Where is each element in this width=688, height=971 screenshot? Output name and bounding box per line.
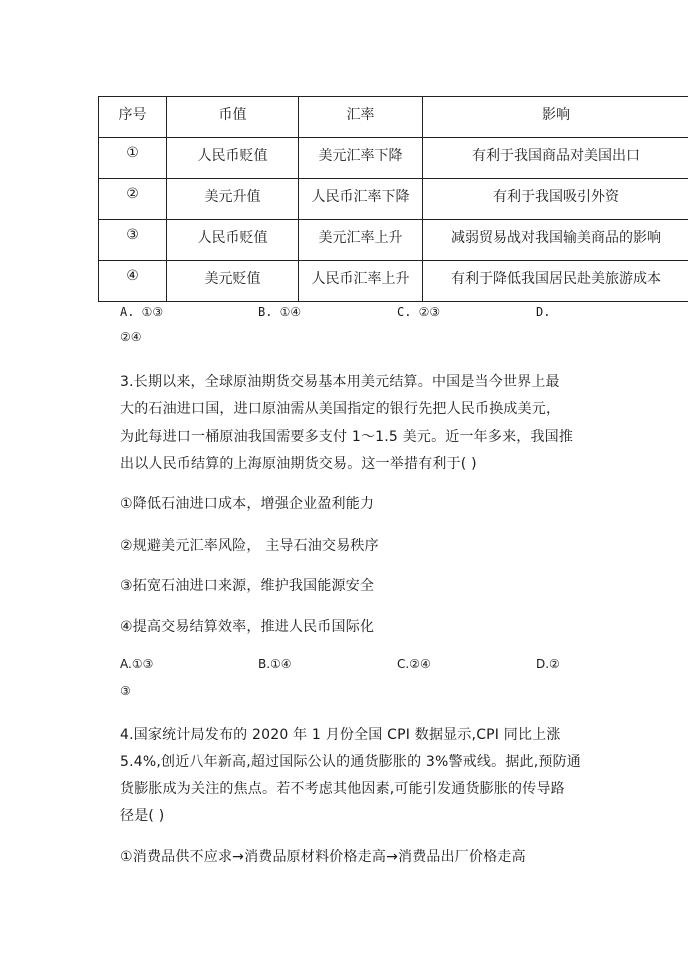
- header-cell-currency-value: 币值: [167, 97, 299, 138]
- q4-stem-line: 4.国家统计局发布的 2020 年 1 月份全国 CPI 数据显示,CPI 同比上涨: [120, 727, 561, 743]
- table-cell: ①: [99, 138, 167, 179]
- q2-option-a: A. ①③: [120, 305, 164, 319]
- q3-item: ③拓宽石油进口来源，维护我国能源安全: [120, 578, 375, 594]
- exchange-rate-table: [98, 96, 688, 302]
- table-cell: 有利于我国商品对美国出口: [423, 138, 688, 179]
- q3-stem-line: 大的石油进口国，进口原油需从美国指定的银行先把人民币换成美元，: [120, 401, 561, 417]
- q4-stem-line: 货膨胀成为关注的焦点。若不考虑其他因素,可能引发通货膨胀的传导路: [120, 781, 565, 797]
- q3-option-c: C.②④: [397, 657, 431, 671]
- q3-stem-line: 出以人民币结算的上海原油期货交易。这一举措有利于( ): [120, 456, 477, 472]
- table-cell: 美元汇率上升: [299, 220, 423, 261]
- table-row: [99, 261, 688, 302]
- table-cell: 美元汇率下降: [299, 138, 423, 179]
- q3-stem-line: 3.长期以来，全球原油期货交易基本用美元结算。中国是当今世界上最: [120, 374, 560, 390]
- q3-option-d-continued: ③: [120, 684, 131, 698]
- header-cell-impact: 影响: [423, 97, 688, 138]
- q3-option-d: D.②: [536, 657, 560, 671]
- table-cell: 美元贬值: [167, 261, 299, 302]
- q3-item: ②规避美元汇率风险， 主导石油交易秩序: [120, 538, 379, 554]
- table-cell: 人民币贬值: [167, 138, 299, 179]
- table-cell: 人民币汇率上升: [299, 261, 423, 302]
- q2-option-c: C. ②③: [397, 305, 441, 319]
- table-row: [99, 138, 688, 179]
- q2-option-b: B. ①④: [258, 305, 302, 319]
- q3-option-b: B.①④: [258, 657, 292, 671]
- q3-item: ①降低石油进口成本，增强企业盈利能力: [120, 496, 375, 512]
- table-cell: 人民币汇率下降: [299, 179, 423, 220]
- q4-stem-line: 径是( ): [120, 808, 165, 824]
- table-cell: 人民币贬值: [167, 220, 299, 261]
- table-cell: 有利于我国吸引外资: [423, 179, 688, 220]
- q4-item: ①消费品供不应求→消费品原材料价格走高→消费品出厂价格走高: [120, 849, 526, 865]
- q3-item: ④提高交易结算效率，推进人民币国际化: [120, 619, 375, 635]
- q2-option-d-continued: ②④: [120, 330, 142, 344]
- q3-stem-line: 为此每进口一桶原油我国需要多支付 1～1.5 美元。近一年多来，我国推: [120, 429, 574, 445]
- header-cell-index: 序号: [99, 97, 167, 138]
- table-cell: ④: [99, 261, 167, 302]
- table-cell: 减弱贸易战对我国输美商品的影响: [423, 220, 688, 261]
- table-cell: ③: [99, 220, 167, 261]
- table-cell: 有利于降低我国居民赴美旅游成本: [423, 261, 688, 302]
- q2-option-d: D.: [536, 305, 551, 319]
- table-header-row: [99, 97, 688, 138]
- table-row: [99, 220, 688, 261]
- header-cell-exchange-rate: 汇率: [299, 97, 423, 138]
- q3-option-a: A.①③: [120, 657, 154, 671]
- table-cell: 美元升值: [167, 179, 299, 220]
- table-cell: ②: [99, 179, 167, 220]
- table-row: [99, 179, 688, 220]
- q4-stem-line: 5.4%,创近八年新高,超过国际公认的通货膨胀的 3%警戒线。据此,预防通: [120, 754, 581, 770]
